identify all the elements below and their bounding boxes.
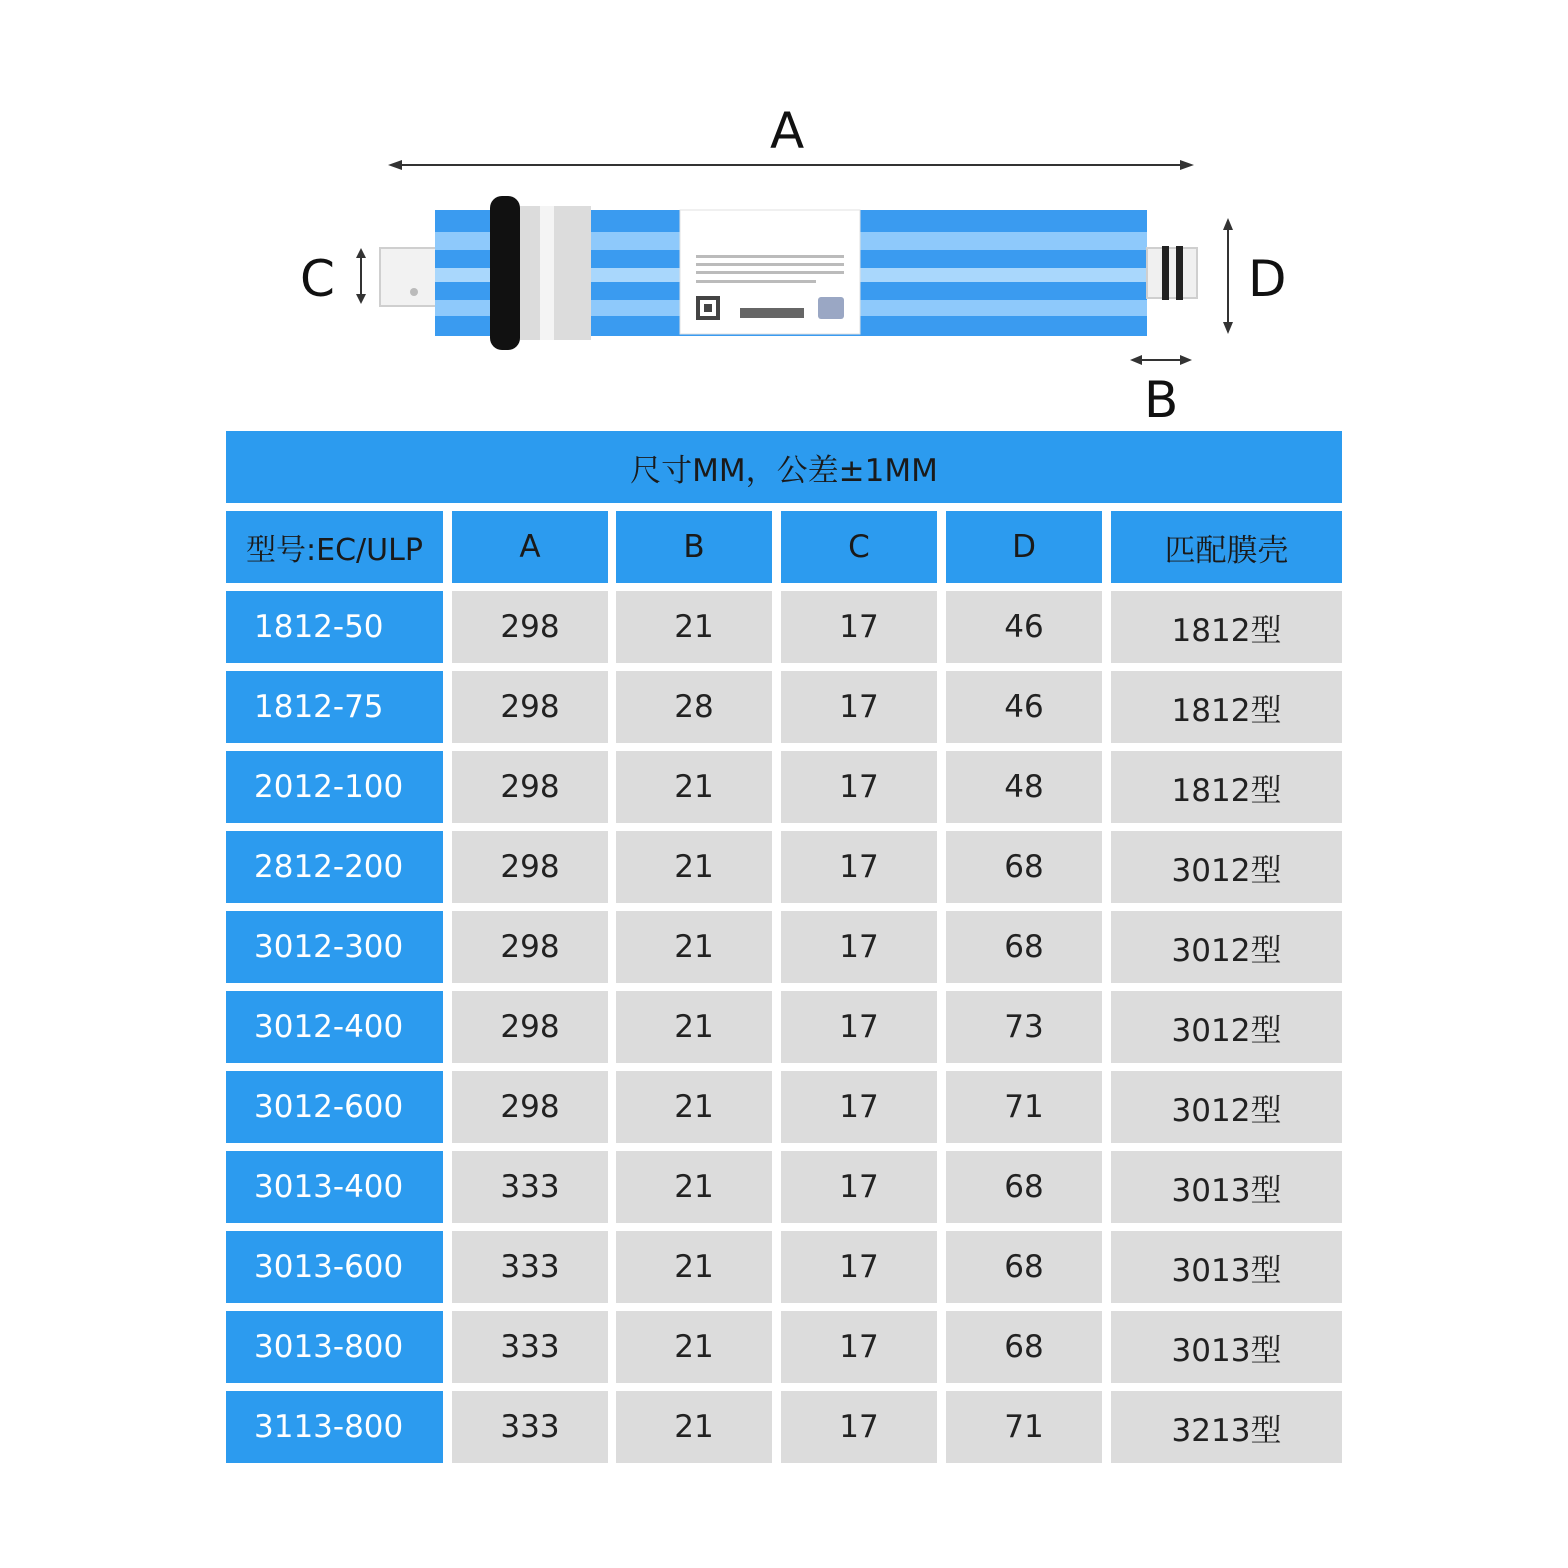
table-cell-d: 68 [946,1311,1102,1383]
table-cell-housing: 1812型 [1111,671,1342,743]
end-cap [490,196,591,350]
dimension-a-label: A [770,102,805,160]
table-cell-housing: 3013型 [1111,1231,1342,1303]
table-cell-c: 17 [781,1071,937,1143]
table-cell-d: 68 [946,831,1102,903]
table-cell-a: 298 [452,671,608,743]
table-cell-housing: 3012型 [1111,991,1342,1063]
table-cell-a: 333 [452,1231,608,1303]
table-cell-c: 17 [781,591,937,663]
table-cell-model: 3013-800 [226,1311,443,1383]
table-cell-housing: 3013型 [1111,1311,1342,1383]
table-cell-a: 298 [452,751,608,823]
table-cell-c: 17 [781,671,937,743]
table-cell-d: 46 [946,671,1102,743]
table-cell-c: 17 [781,1151,937,1223]
dimension-b-arrow [1130,355,1192,365]
table-cell-model: 3113-800 [226,1391,443,1463]
table-cell-b: 21 [616,831,772,903]
table-cell-b: 21 [616,1151,772,1223]
table-cell-c: 17 [781,1231,937,1303]
dimension-d-arrow [1223,218,1233,334]
dimension-d-label: D [1248,250,1287,308]
left-nozzle [380,248,440,306]
right-nozzle [1147,246,1197,300]
table-cell-c: 17 [781,911,937,983]
header-model: 型号:EC/ULP [226,511,443,583]
header-c: C [781,511,937,583]
table-cell-b: 21 [616,751,772,823]
table-cell-model: 3013-400 [226,1151,443,1223]
table-cell-a: 298 [452,911,608,983]
table-cell-a: 298 [452,1071,608,1143]
table-cell-housing: 3012型 [1111,1071,1342,1143]
table-cell-d: 71 [946,1391,1102,1463]
header-b: B [616,511,772,583]
table-cell-c: 17 [781,1311,937,1383]
table-cell-model: 1812-50 [226,591,443,663]
product-sticker [680,210,860,334]
table-cell-model: 3012-300 [226,911,443,983]
table-cell-model: 3012-600 [226,1071,443,1143]
table-cell-d: 68 [946,1231,1102,1303]
dimension-c-label: C [300,250,335,308]
table-cell-housing: 1812型 [1111,751,1342,823]
dimension-c-arrow [356,248,366,304]
table-cell-d: 73 [946,991,1102,1063]
table-cell-housing: 3012型 [1111,831,1342,903]
table-cell-d: 48 [946,751,1102,823]
dimension-b-label: B [1144,371,1179,429]
table-cell-b: 21 [616,1071,772,1143]
table-cell-model: 3012-400 [226,991,443,1063]
table-cell-b: 21 [616,991,772,1063]
table-cell-b: 21 [616,1231,772,1303]
table-cell-a: 298 [452,831,608,903]
table-cell-model: 2012-100 [226,751,443,823]
table-cell-model: 2812-200 [226,831,443,903]
table-cell-b: 21 [616,591,772,663]
header-housing: 匹配膜壳 [1111,511,1342,583]
table-cell-c: 17 [781,1391,937,1463]
table-cell-model: 3013-600 [226,1231,443,1303]
header-a: A [452,511,608,583]
membrane-diagram [0,0,1568,430]
table-cell-housing: 3213型 [1111,1391,1342,1463]
table-cell-d: 46 [946,591,1102,663]
table-cell-a: 333 [452,1311,608,1383]
table-cell-a: 333 [452,1151,608,1223]
dimension-a-arrow [388,160,1194,170]
table-cell-d: 68 [946,911,1102,983]
table-cell-a: 298 [452,591,608,663]
header-d: D [946,511,1102,583]
table-cell-model: 1812-75 [226,671,443,743]
table-cell-a: 298 [452,991,608,1063]
table-cell-housing: 3013型 [1111,1151,1342,1223]
table-cell-d: 68 [946,1151,1102,1223]
table-cell-housing: 3012型 [1111,911,1342,983]
table-cell-b: 21 [616,1391,772,1463]
table-cell-a: 333 [452,1391,608,1463]
table-cell-b: 21 [616,1311,772,1383]
table-cell-c: 17 [781,991,937,1063]
table-cell-housing: 1812型 [1111,591,1342,663]
table-cell-b: 28 [616,671,772,743]
table-cell-d: 71 [946,1071,1102,1143]
table-cell-c: 17 [781,831,937,903]
table-title: 尺寸MM，公差±1MM [226,431,1342,503]
table-cell-b: 21 [616,911,772,983]
table-cell-c: 17 [781,751,937,823]
